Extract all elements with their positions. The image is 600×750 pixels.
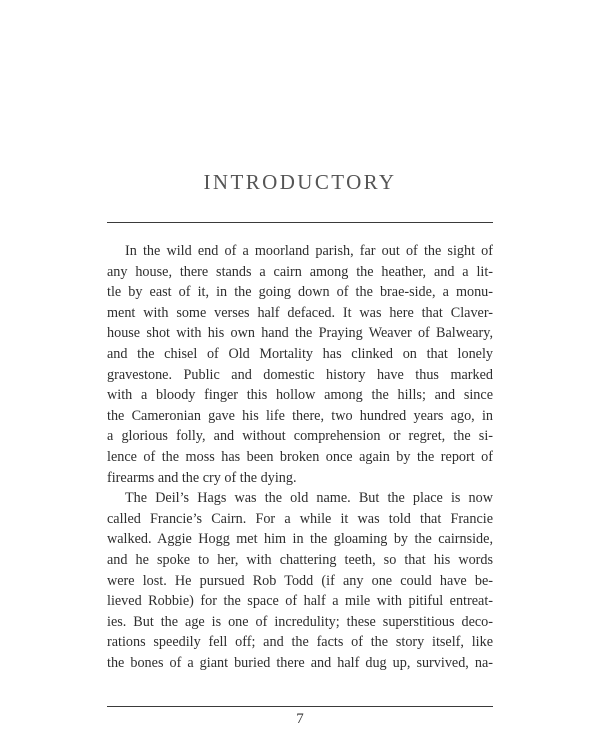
text-line: ies. But the age is one of incredulity; these superstitious deco- xyxy=(107,613,493,630)
text-line: and he spoke to her, with chattering teeth, so that his words xyxy=(107,551,493,568)
text-line: walked. Aggie Hogg met him in the gloaming by the cairnside, xyxy=(107,531,493,548)
paragraph-1 xyxy=(107,241,493,488)
chapter-title: INTRODUCTORY xyxy=(203,170,397,194)
text-line: rations speedily fell off; and the facts of the story itself, like xyxy=(107,634,493,651)
text-line: ment with some verses half defaced. It was here that Claver- xyxy=(107,304,493,321)
text-line: gravestone. Public and domestic history have thus marked xyxy=(107,366,493,383)
text-line: the bones of a giant buried there and half dug up, survived, na- xyxy=(107,654,493,671)
text-line: firearms and the cry of the dying. xyxy=(107,469,297,486)
text-line: The Deil’s Hags was the old name. But the place is now xyxy=(125,490,493,507)
text-line: and the chisel of Old Mortality has clinked on that lonely xyxy=(107,345,493,362)
bottom-rule xyxy=(107,706,493,707)
text-line: with a bloody finger this hollow among the hills; and since xyxy=(107,387,493,404)
text-line: any house, there stands a cairn among the heather, and a lit- xyxy=(107,263,493,280)
text-line: house shot with his own hand the Praying Weaver of Balweary, xyxy=(107,325,493,342)
body-text xyxy=(107,241,493,673)
paragraph-2 xyxy=(107,488,493,673)
top-rule xyxy=(107,222,493,223)
text-line: tle by east of it, in the going down of the brae-side, a monu- xyxy=(107,284,493,301)
text-line: were lost. He pursued Rob Todd (if any one could have be- xyxy=(107,572,493,589)
text-line: lieved Robbie) for the space of half a mile with pitiful entreat- xyxy=(107,593,493,610)
text-line: lence of the moss has been broken once again by the report of xyxy=(107,448,493,465)
text-line: a glorious folly, and without comprehension or regret, the si- xyxy=(107,428,493,445)
text-line: called Francie’s Cairn. For a while it was told that Francie xyxy=(107,510,493,527)
page-number: 7 xyxy=(296,711,304,727)
text-line: the Cameronian gave his life there, two hundred years ago, in xyxy=(107,407,493,424)
text-line: In the wild end of a moorland parish, far out of the sight of xyxy=(125,243,493,259)
